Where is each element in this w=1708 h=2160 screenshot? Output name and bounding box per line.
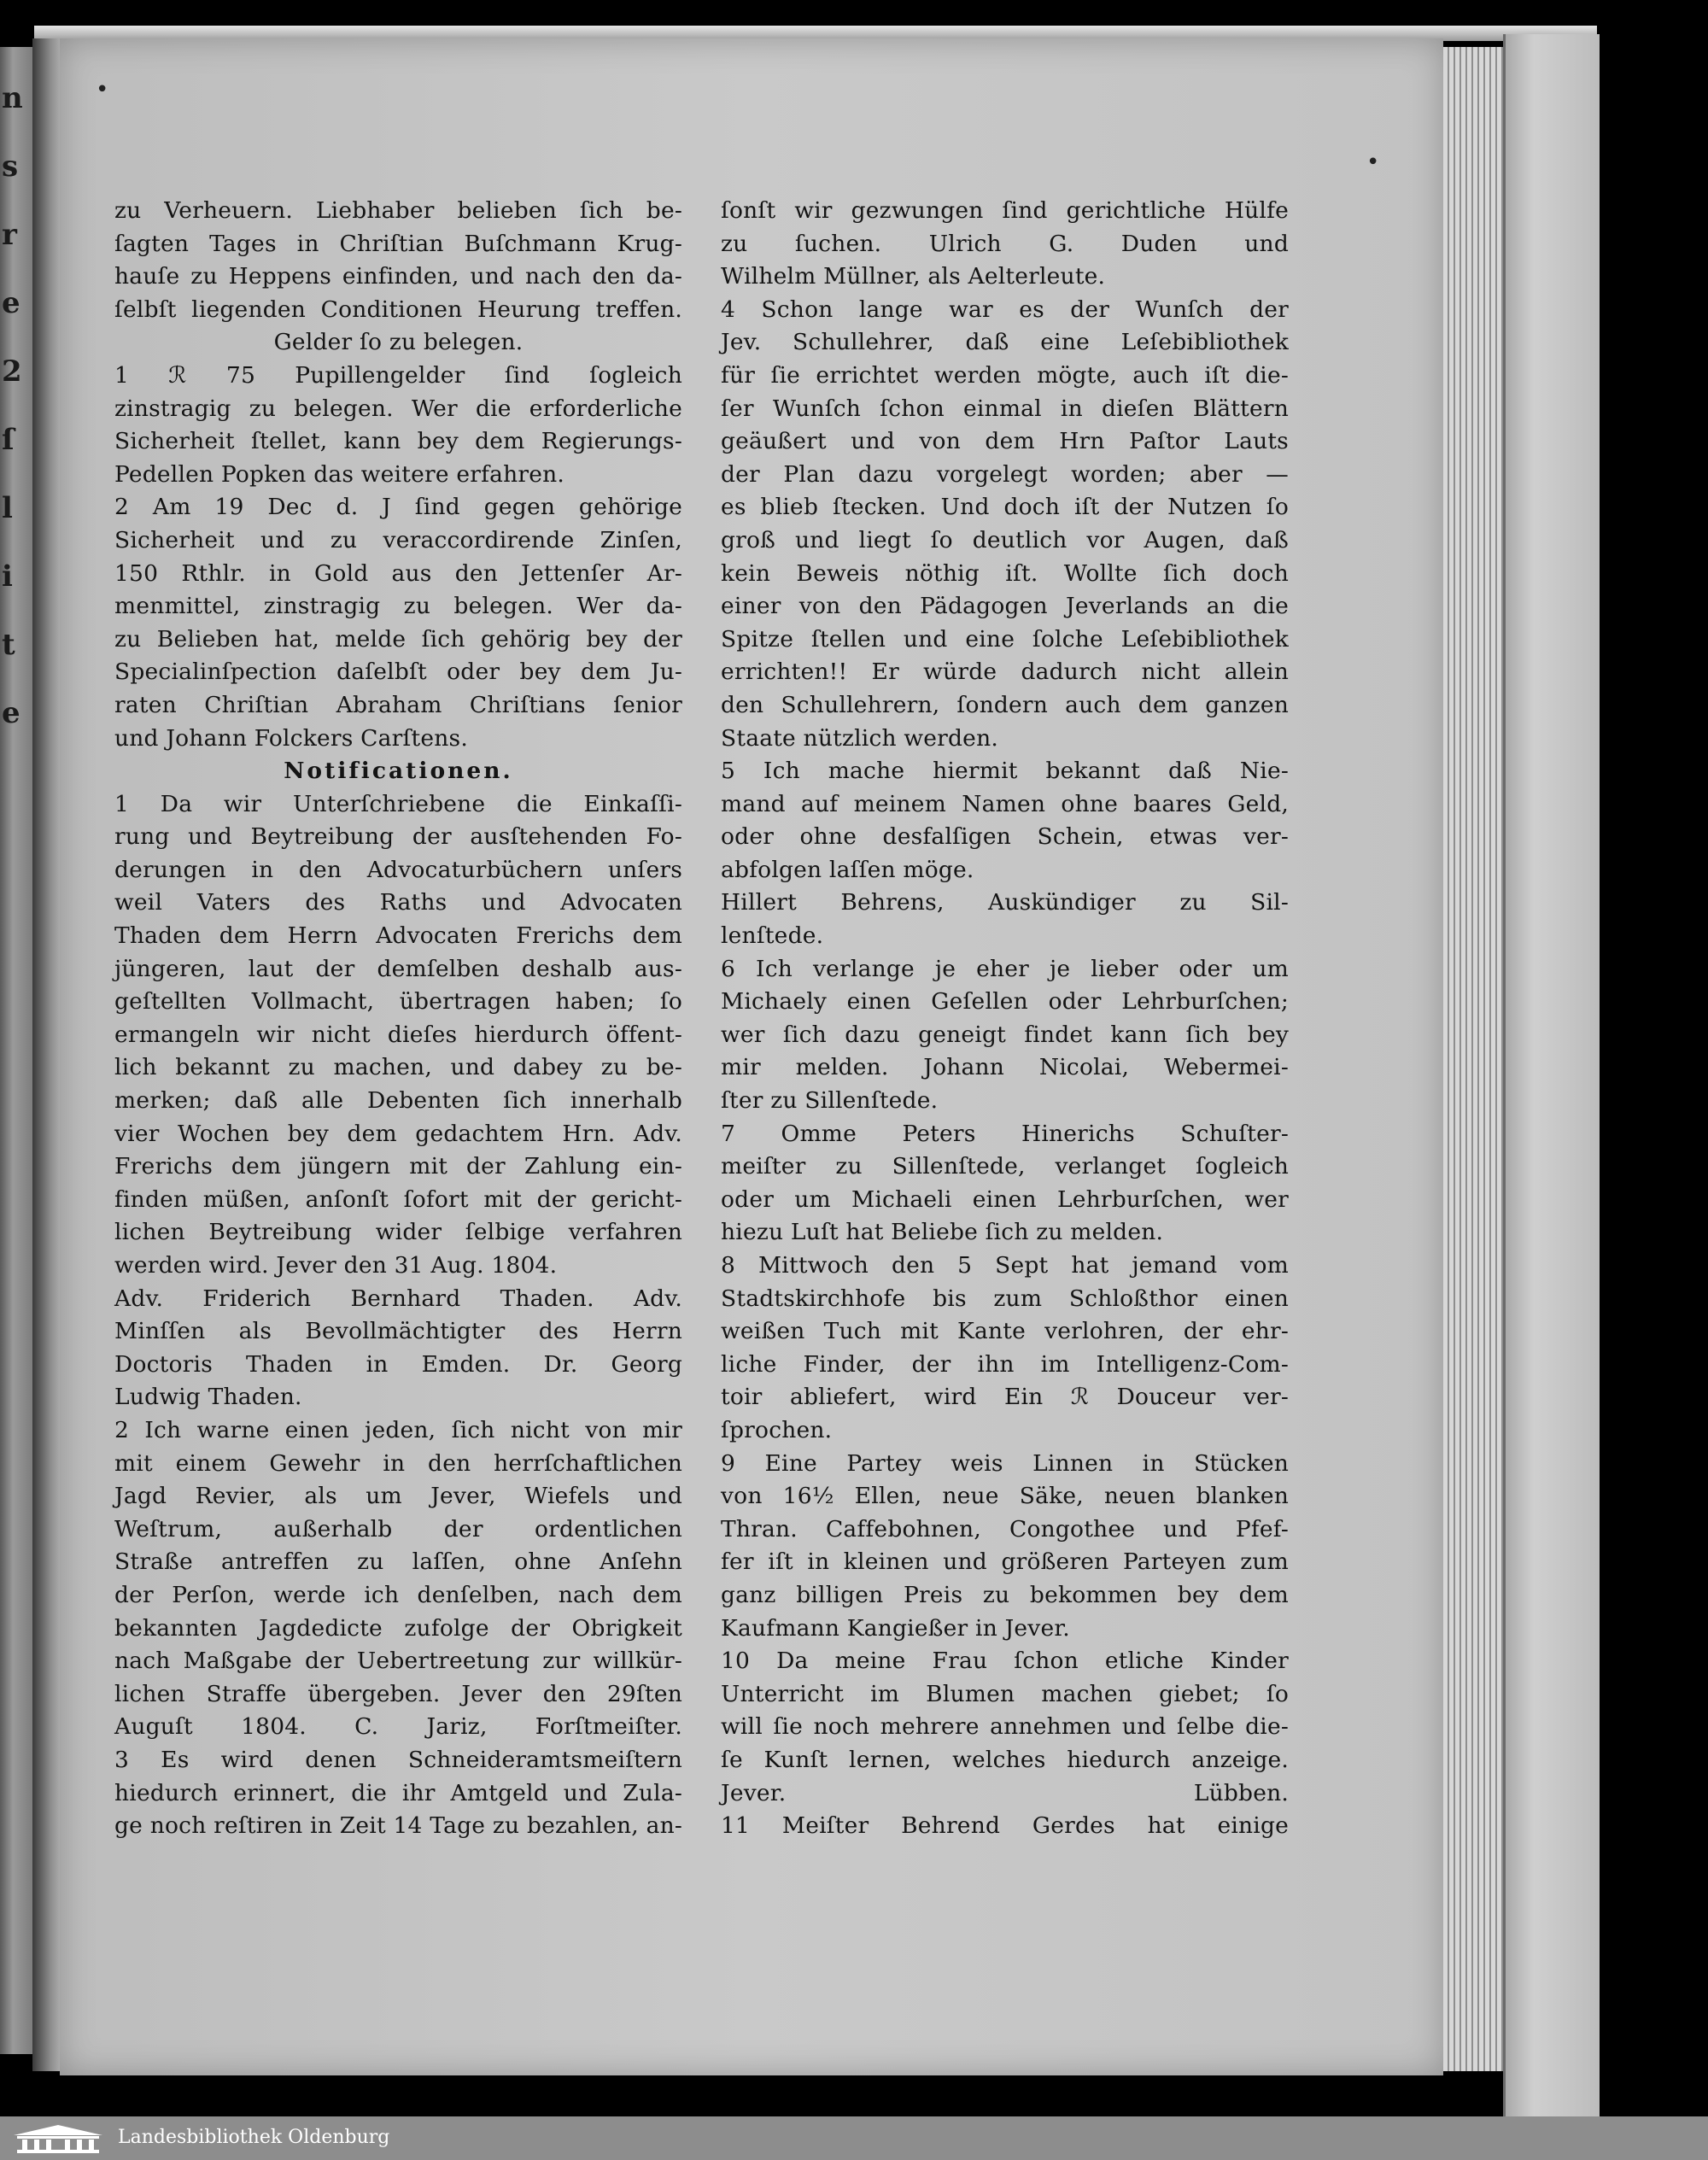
- text-line: 10 Da meine Frau ſchon etliche Kinder: [721, 1648, 1289, 1675]
- text-line: ermangeln wir nicht dieſes hierdurch öffent-: [114, 1021, 682, 1048]
- text-line: werden wird. Jever den 31 Aug. 1804.: [114, 1252, 558, 1279]
- text-line: 1 ℛ 75 Pupillengelder ſind ſogleich: [114, 361, 682, 389]
- text-line: Unterricht im Blumen machen giebet; ſo: [721, 1680, 1289, 1707]
- text-line: ſter zu Sillenſtede.: [721, 1087, 939, 1115]
- text-column-left: [114, 195, 682, 1843]
- text-line: ge noch reſtiren in Zeit 14 Tage zu bezahlen, an-: [114, 1812, 682, 1840]
- text-line: hauſe zu Heppens einfinden, und nach den da-: [114, 263, 682, 290]
- text-line: Doctoris Thaden in Emden. Dr. Georg: [114, 1350, 682, 1378]
- text-line: Hillert Behrens, Auskündiger zu Sil-: [721, 889, 1289, 916]
- text-line: der Plan dazu vorgelegt worden; aber —: [721, 460, 1289, 488]
- text-line: Michaely einen Geſellen oder Lehrburſchen;: [721, 988, 1289, 1016]
- text-line: zu ſuchen. Ulrich G. Duden und: [721, 230, 1289, 257]
- facing-page-glyph: ſ: [2, 423, 15, 457]
- text-line: geäußert und von dem Hrn Paſtor Lauts: [721, 428, 1289, 455]
- text-line: menmittel, zinstragig zu belegen. Wer da-: [114, 593, 682, 620]
- text-line: zinstragig zu belegen. Wer die erforderliche: [114, 395, 682, 422]
- text-line: 8 Mittwoch den 5 Sept hat jemand vom: [721, 1252, 1289, 1279]
- text-line: weißen Tuch mit Kante verlohren, der ehr-: [721, 1318, 1289, 1345]
- text-line: zu Verheuern. Liebhaber belieben ſich be-: [114, 197, 682, 224]
- text-line: nach Maßgabe der Uebertreetung zur willkür-: [114, 1648, 682, 1675]
- text-line: der Perſon, werde ich denſelben, nach dem: [114, 1581, 682, 1608]
- text-line: Pedellen Popken das weitere erfahren.: [114, 460, 564, 488]
- text-line: Jev. Schullehrer, daß eine Leſebibliothek: [721, 329, 1289, 356]
- text-line: Auguſt 1804. C. Jariz, Forſtmeiſter.: [114, 1713, 682, 1741]
- text-line: 5 Ich mache hiermit bekannt daß Nie-: [721, 758, 1289, 785]
- facing-page-edge: [0, 47, 32, 2054]
- text-line: liche Finder, der ihn im Intelligenz-Com-: [721, 1350, 1289, 1378]
- text-line: lichen Beytreibung wider ſelbige verfahren: [114, 1219, 682, 1246]
- text-line: 11 Meiſter Behrend Gerdes hat einige: [721, 1812, 1289, 1840]
- text-line: will ſie noch mehrere annehmen und ſelbe die-: [721, 1713, 1289, 1741]
- text-line: 2 Am 19 Dec d. J ſind gegen gehörige: [114, 494, 682, 521]
- facing-page-glyph: s: [2, 149, 19, 184]
- text-line: und Johann Folckers Carſtens.: [114, 724, 468, 752]
- text-line: mir melden. Johann Nicolai, Webermei-: [721, 1054, 1289, 1081]
- library-name: Landesbibliothek Oldenburg: [118, 2127, 390, 2148]
- text-line: ſer Wunſch ſchon einmal in dieſen Blättern: [721, 395, 1289, 422]
- text-line: Jagd Revier, als um Jever, Wiefels und: [114, 1483, 682, 1510]
- text-line: 9 Eine Partey weis Linnen in Stücken: [721, 1449, 1289, 1477]
- text-line: rung und Beytreibung der ausſtehenden Fo-: [114, 823, 682, 851]
- footer-bar: [0, 2116, 1708, 2160]
- text-line: es blieb ſtecken. Und doch iſt der Nutzen ſo: [721, 494, 1289, 521]
- text-line: derungen in den Advocaturbüchern unſers: [114, 856, 682, 883]
- text-line: hiezu Luſt hat Beliebe ſich zu melden.: [721, 1219, 1164, 1246]
- text-line: 1 Da wir Unterſchriebene die Einkaſſi-: [114, 790, 682, 817]
- text-line: ganz billigen Preis zu bekommen bey dem: [721, 1581, 1289, 1608]
- text-line: lenſtede.: [721, 922, 824, 950]
- text-line: Adv. Friderich Bernhard Thaden. Adv.: [114, 1285, 682, 1312]
- text-line: 3 Es wird denen Schneideramtsmeiſtern: [114, 1746, 682, 1773]
- facing-page-glyph: t: [2, 628, 15, 662]
- text-line: ſelbſt liegenden Conditionen Heurung treffen.: [114, 296, 682, 323]
- text-line: Ludwig Thaden.: [114, 1384, 302, 1411]
- section-heading: Gelder ſo zu belegen.: [273, 329, 524, 356]
- text-line: ſprochen.: [721, 1416, 833, 1443]
- text-line: ſagten Tages in Chriſtian Buſchmann Krug-: [114, 230, 682, 257]
- text-line: toir abliefert, wird Ein ℛ Douceur ver-: [721, 1384, 1289, 1411]
- facing-page-glyph: l: [2, 491, 13, 525]
- text-line: merken; daß alle Debenten ſich innerhalb: [114, 1087, 682, 1115]
- text-line: jüngeren, laut der demſelben deshalb aus-: [114, 955, 682, 982]
- facing-page-glyph: e: [2, 696, 20, 730]
- text-line: Specialinſpection daſelbſt oder bey dem Ju-: [114, 659, 682, 686]
- text-line: mit einem Gewehr in den herrſchaftlichen: [114, 1449, 682, 1477]
- ink-speck: •: [96, 77, 109, 102]
- text-line: meiſter zu Sillenſtede, verlanget ſogleich: [721, 1153, 1289, 1180]
- text-line: Thaden dem Herrn Advocaten Frerichs dem: [114, 922, 682, 950]
- text-line: Straße antreffen zu laſſen, ohne Anſehn: [114, 1548, 682, 1576]
- text-line: Stadtskirchhofe bis zum Schloßthor einen: [721, 1285, 1289, 1312]
- text-line: zu Belieben hat, melde ſich gehörig bey der: [114, 625, 682, 653]
- text-line: einer von den Pädagogen Jeverlands an die: [721, 593, 1289, 620]
- text-line: 4 Schon lange war es der Wunſch der: [721, 296, 1289, 323]
- text-line: abfolgen laſſen möge.: [721, 856, 974, 883]
- text-line: ſe Kunſt lernen, welches hiedurch anzeige.: [721, 1746, 1289, 1773]
- book-cover-edge: [1503, 34, 1600, 2116]
- text-line: geſtellten Vollmacht, übertragen haben; ſo: [114, 988, 682, 1016]
- facing-page-glyph: 2: [2, 354, 22, 389]
- section-heading: Notificationen.: [284, 758, 513, 785]
- text-line: errichten!! Er würde dadurch nicht allein: [721, 659, 1289, 686]
- facing-page-glyph: e: [2, 286, 20, 320]
- text-line: Minſſen als Bevollmächtigter des Herrn: [114, 1318, 682, 1345]
- library-building-icon: [10, 2123, 106, 2154]
- facing-page-glyph: r: [2, 218, 17, 252]
- text-line: 150 Rthlr. in Gold aus den Jettenſer Ar-: [114, 559, 682, 587]
- ink-speck: •: [1366, 149, 1380, 175]
- text-line: Frerichs dem jüngern mit der Zahlung ein-: [114, 1153, 682, 1180]
- text-line: den Schullehrern, ſondern auch dem ganzen: [721, 691, 1289, 718]
- text-line: Weſtrum, außerhalb der ordentlichen: [114, 1515, 682, 1542]
- text-line: für ſie errichtet werden mögte, auch iſt die-: [721, 361, 1289, 389]
- text-line: lichen Straffe übergeben. Jever den 29ſten: [114, 1680, 682, 1707]
- text-column-right: [721, 195, 1289, 1843]
- text-line: groß und liegt ſo deutlich vor Augen, daß: [721, 526, 1289, 553]
- text-line: kein Beweis nöthig iſt. Wollte ſich doch: [721, 559, 1289, 587]
- text-line: Kaufmann Kangießer in Jever.: [721, 1614, 1070, 1642]
- text-line: von 16½ Ellen, neue Säke, neuen blanken: [721, 1483, 1289, 1510]
- text-line: 2 Ich warne einen jeden, ſich nicht von mir: [114, 1416, 682, 1443]
- text-line: 7 Omme Peters Hinerichs Schuſter-: [721, 1120, 1289, 1147]
- text-line: oder um Michaeli einen Lehrburſchen, wer: [721, 1185, 1289, 1213]
- text-line: Spitze ſtellen und eine ſolche Leſebibliothek: [721, 625, 1289, 653]
- text-line: Jever. Lübben.: [721, 1779, 1289, 1806]
- facing-page-glyph: n: [2, 81, 23, 115]
- text-line: oder ohne desfalſigen Schein, etwas ver-: [721, 823, 1289, 851]
- text-line: vier Wochen bey dem gedachtem Hrn. Adv.: [114, 1120, 682, 1147]
- text-line: Wilhelm Müllner, als Aelterleute.: [721, 263, 1106, 290]
- text-line: mand auf meinem Namen ohne baares Geld,: [721, 790, 1289, 817]
- text-line: weil Vaters des Raths und Advocaten: [114, 889, 682, 916]
- text-line: 6 Ich verlange je eher je lieber oder um: [721, 955, 1289, 982]
- facing-page-glyph: i: [2, 559, 13, 594]
- text-line: hiedurch erinnert, die ihr Amtgeld und Zula-: [114, 1779, 682, 1806]
- text-line: raten Chriſtian Abraham Chriſtians ſenior: [114, 691, 682, 718]
- text-line: bekannten Jagdedicte zufolge der Obrigkeit: [114, 1614, 682, 1642]
- text-line: finden müßen, anſonſt ſofort mit der gericht-: [114, 1185, 682, 1213]
- text-line: Sicherheit und zu veraccordirende Zinſen,: [114, 526, 682, 553]
- text-line: fer iſt in kleinen und größeren Parteyen zum: [721, 1548, 1289, 1576]
- text-line: Staate nützlich werden.: [721, 724, 998, 752]
- text-line: ſonſt wir gezwungen ſind gerichtliche Hülfe: [721, 197, 1289, 224]
- text-line: lich bekannt zu machen, und dabey zu be-: [114, 1054, 682, 1081]
- book-gutter: [32, 38, 61, 2071]
- text-line: Sicherheit ſtellet, kann bey dem Regierungs-: [114, 428, 682, 455]
- page-stack-edges: [1443, 47, 1503, 2071]
- text-line: Thran. Caffebohnen, Congothee und Pfef-: [721, 1515, 1289, 1542]
- text-line: wer ſich dazu geneigt findet kann ſich bey: [721, 1021, 1289, 1048]
